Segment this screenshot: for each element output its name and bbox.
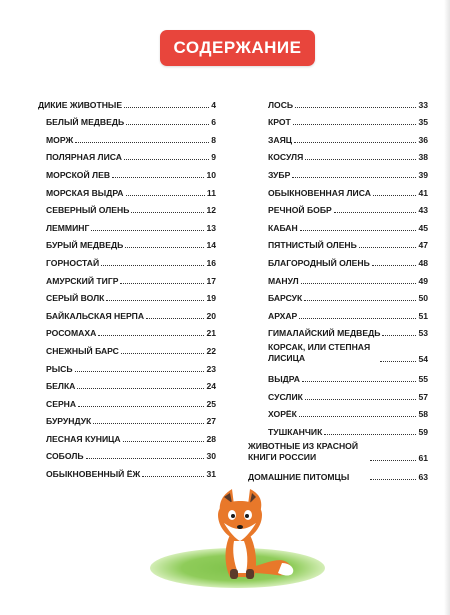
toc-entry [240, 110, 428, 128]
toc-entry-page-number: 43 [418, 205, 428, 216]
toc-dot-leader [120, 283, 204, 284]
toc-entry [240, 384, 428, 402]
toc-entry-label: МОРЖ [46, 134, 74, 145]
toc-entry-label: ЖИВОТНЫЕ ИЗ КРАСНОЙ КНИГИ РОССИИ [248, 440, 359, 462]
toc-dot-leader [292, 177, 416, 178]
toc-entry-label: МАНУЛ [268, 275, 299, 286]
toc-entry-label: БУРЫЙ МЕДВЕДЬ [46, 240, 124, 251]
toc-entry [38, 426, 216, 444]
toc-dot-leader [131, 212, 204, 213]
toc-entry-label: БЕЛКА [46, 381, 76, 392]
toc-entry [240, 145, 428, 163]
toc-dot-leader [77, 388, 204, 389]
toc-entry [240, 303, 428, 321]
toc-entry-page-number: 8 [211, 134, 216, 145]
toc-entry-page-number: 49 [418, 275, 428, 286]
toc-entry-page-number: 9 [211, 152, 216, 163]
fox-icon [190, 485, 300, 585]
toc-entry [240, 198, 428, 216]
toc-entry [38, 268, 216, 286]
toc-entry [38, 127, 216, 145]
toc-dot-leader [299, 416, 417, 417]
toc-entry [38, 391, 216, 409]
toc-entry-label: СЕВЕРНЫЙ ОЛЕНЬ [46, 205, 130, 216]
page-title: СОДЕРЖАНИЕ [173, 38, 302, 57]
toc-entry [240, 338, 428, 366]
toc-dot-leader [146, 318, 204, 319]
toc-dot-leader [112, 177, 204, 178]
toc-entry-page-number: 17 [206, 275, 216, 286]
toc-entry-label: ГОРНОСТАЙ [46, 257, 100, 268]
toc-entry [240, 180, 428, 198]
toc-entry-page-number: 55 [418, 373, 428, 384]
toc-entry-page-number: 4 [211, 99, 216, 110]
toc-entry-page-number: 21 [206, 328, 216, 339]
toc-entry-page-number: 63 [418, 472, 428, 483]
toc-entry [240, 268, 428, 286]
toc-entry [38, 338, 216, 356]
toc-entry-label: ЛЕММИНГ [46, 222, 90, 233]
toc-entry [240, 127, 428, 145]
toc-entry [240, 321, 428, 339]
toc-entry-label: ТУШКАНЧИК [268, 426, 323, 437]
toc-entry-label: СЕРЫЙ ВОЛК [46, 293, 105, 304]
toc-entry-page-number: 10 [206, 169, 216, 180]
toc-entry-page-number: 6 [211, 117, 216, 128]
toc-entry [240, 250, 428, 268]
toc-entry-page-number: 14 [206, 240, 216, 251]
toc-entry-page-number: 22 [206, 345, 216, 356]
toc-entry-page-number: 28 [206, 433, 216, 444]
toc-entry [38, 110, 216, 128]
toc-entry-page-number: 11 [206, 187, 216, 198]
toc-entry-label: ЗУБР [268, 169, 291, 180]
toc-entry [38, 250, 216, 268]
toc-entry-label: ПОЛЯРНАЯ ЛИСА [46, 152, 122, 163]
toc-entry-label: АМУРСКИЙ ТИГР [46, 275, 119, 286]
toc-entry [38, 374, 216, 392]
toc-entry [38, 180, 216, 198]
toc-entry-label: КОРСАК, ИЛИ СТЕПНАЯ ЛИСИЦА [268, 342, 371, 364]
toc-dot-leader [126, 195, 205, 196]
toc-entry-label: СЕРНА [46, 398, 77, 409]
toc-dot-leader [91, 230, 204, 231]
toc-entry-page-number: 12 [206, 205, 216, 216]
toc-entry-page-number: 47 [418, 240, 428, 251]
toc-entry [240, 233, 428, 251]
toc-entry [240, 92, 428, 110]
toc-entry-label: ГИМАЛАЙСКИЙ МЕДВЕДЬ [268, 328, 381, 339]
toc-dot-leader [98, 335, 204, 336]
toc-dot-leader [294, 142, 416, 143]
toc-entry-page-number: 36 [418, 134, 428, 145]
toc-entry-label: РЫСЬ [46, 363, 73, 374]
toc-entry-label: КРОТ [268, 117, 291, 128]
toc-entry [38, 409, 216, 427]
toc-entry-page-number: 31 [206, 469, 216, 480]
toc-dot-leader [124, 159, 209, 160]
toc-dot-leader [126, 124, 209, 125]
toc-dot-leader [299, 318, 416, 319]
toc-entry [240, 402, 428, 420]
toc-dot-leader [293, 124, 417, 125]
toc-entry [38, 286, 216, 304]
toc-entry-page-number: 50 [418, 293, 428, 304]
toc-entry [38, 198, 216, 216]
toc-entry-page-number: 57 [418, 391, 428, 402]
toc-left-column [38, 92, 216, 479]
toc-entry-label: ПЯТНИСТЫЙ ОЛЕНЬ [268, 240, 357, 251]
toc-entry-page-number: 61 [418, 452, 428, 463]
toc-entry-label: БАРСУК [268, 293, 303, 304]
toc-entry [38, 233, 216, 251]
toc-entry-label: РОСОМАХА [46, 328, 97, 339]
toc-entry-page-number: 38 [418, 152, 428, 163]
toc-entry [240, 437, 428, 465]
toc-entry-label: КАБАН [268, 222, 298, 233]
toc-right-column [240, 92, 428, 482]
toc-dot-leader [302, 381, 417, 382]
toc-entry-page-number: 24 [206, 381, 216, 392]
toc-entry [240, 215, 428, 233]
toc-entry [38, 162, 216, 180]
toc-entry-page-number: 16 [206, 257, 216, 268]
toc-entry-label: ЛЕСНАЯ КУНИЦА [46, 433, 121, 444]
toc-dot-leader [301, 283, 417, 284]
toc-entry-label: ХОРЁК [268, 409, 297, 420]
toc-entry-page-number: 35 [418, 117, 428, 128]
toc-entry [240, 162, 428, 180]
toc-entry-label: СУСЛИК [268, 391, 303, 402]
toc-entry-page-number: 33 [418, 99, 428, 110]
toc-entry-page-number: 59 [418, 426, 428, 437]
toc-entry-label: ДИКИЕ ЖИВОТНЫЕ [38, 99, 123, 110]
toc-entry-page-number: 53 [418, 328, 428, 339]
toc-dot-leader [86, 458, 205, 459]
toc-entry-label: БЕЛЫЙ МЕДВЕДЬ [46, 117, 125, 128]
toc-entry-page-number: 58 [418, 409, 428, 420]
toc-entry [240, 419, 428, 437]
toc-entry-label: СОБОЛЬ [46, 451, 84, 462]
toc-entry-page-number: 13 [206, 222, 216, 233]
toc-entry-label: БЛАГОРОДНЫЙ ОЛЕНЬ [268, 257, 370, 268]
toc-entry [240, 366, 428, 384]
toc-dot-leader [373, 195, 417, 196]
toc-dot-leader [125, 247, 204, 248]
toc-entry [240, 465, 428, 483]
toc-entry [38, 145, 216, 163]
toc-entry [38, 461, 216, 479]
toc-entry-page-number: 41 [418, 187, 428, 198]
toc-entry-label: ВЫДРА [268, 373, 300, 384]
toc-dot-leader [372, 265, 417, 266]
toc-entry-page-number: 20 [206, 310, 216, 321]
toc-entry [38, 303, 216, 321]
toc-entry-page-number: 30 [206, 451, 216, 462]
toc-entry-label: МОРСКАЯ ВЫДРА [46, 187, 124, 198]
toc-dot-leader [334, 212, 417, 213]
toc-entry-page-number: 27 [206, 416, 216, 427]
toc-entry-label: СНЕЖНЫЙ БАРС [46, 345, 119, 356]
toc-entry [38, 356, 216, 374]
toc-entry-page-number: 45 [418, 222, 428, 233]
toc-dot-leader [305, 399, 417, 400]
toc-entry [38, 92, 216, 110]
toc-dot-leader [359, 247, 417, 248]
toc-dot-leader [106, 300, 204, 301]
toc-entry [38, 215, 216, 233]
toc-entry-label: РЕЧНОЙ БОБР [268, 205, 332, 216]
toc-entry-label: ОБЫКНОВЕННЫЙ ЁЖ [46, 469, 141, 480]
toc-dot-leader [382, 335, 416, 336]
toc-dot-leader [78, 406, 204, 407]
toc-dot-leader [304, 300, 416, 301]
toc-dot-leader [121, 353, 205, 354]
toc-dot-leader [75, 371, 205, 372]
contents-header-banner [160, 30, 315, 66]
toc-dot-leader [380, 361, 416, 362]
toc-dot-leader [324, 434, 416, 435]
toc-entry-page-number: 48 [418, 257, 428, 268]
toc-dot-leader [93, 423, 204, 424]
toc-entry-label: ДОМАШНИЕ ПИТОМЦЫ [248, 472, 350, 483]
toc-dot-leader [101, 265, 204, 266]
toc-dot-leader [370, 479, 416, 480]
toc-entry [240, 286, 428, 304]
toc-entry-label: АРХАР [268, 310, 298, 321]
toc-entry-page-number: 39 [418, 169, 428, 180]
toc-entry [38, 444, 216, 462]
toc-entry-label: МОРСКОЙ ЛЕВ [46, 169, 111, 180]
toc-entry-label: ЗАЯЦ [268, 134, 293, 145]
toc-entry [38, 321, 216, 339]
page-edge [444, 0, 450, 615]
toc-dot-leader [370, 460, 416, 461]
toc-dot-leader [295, 107, 416, 108]
toc-dot-leader [75, 142, 209, 143]
toc-entry-page-number: 54 [418, 354, 428, 365]
toc-dot-leader [142, 476, 204, 477]
toc-dot-leader [123, 441, 205, 442]
toc-entry-label: БУРУНДУК [46, 416, 92, 427]
toc-entry-label: КОСУЛЯ [268, 152, 304, 163]
toc-dot-leader [305, 159, 416, 160]
toc-entry-page-number: 25 [206, 398, 216, 409]
toc-entry-label: ОБЫКНОВЕННАЯ ЛИСА [268, 187, 371, 198]
toc-entry-label: ЛОСЬ [268, 99, 294, 110]
toc-entry-label: БАЙКАЛЬСКАЯ НЕРПА [46, 310, 145, 321]
toc-entry-page-number: 23 [206, 363, 216, 374]
toc-dot-leader [300, 230, 417, 231]
toc-dot-leader [124, 107, 209, 108]
toc-entry-page-number: 19 [206, 293, 216, 304]
toc-entry-page-number: 51 [418, 310, 428, 321]
